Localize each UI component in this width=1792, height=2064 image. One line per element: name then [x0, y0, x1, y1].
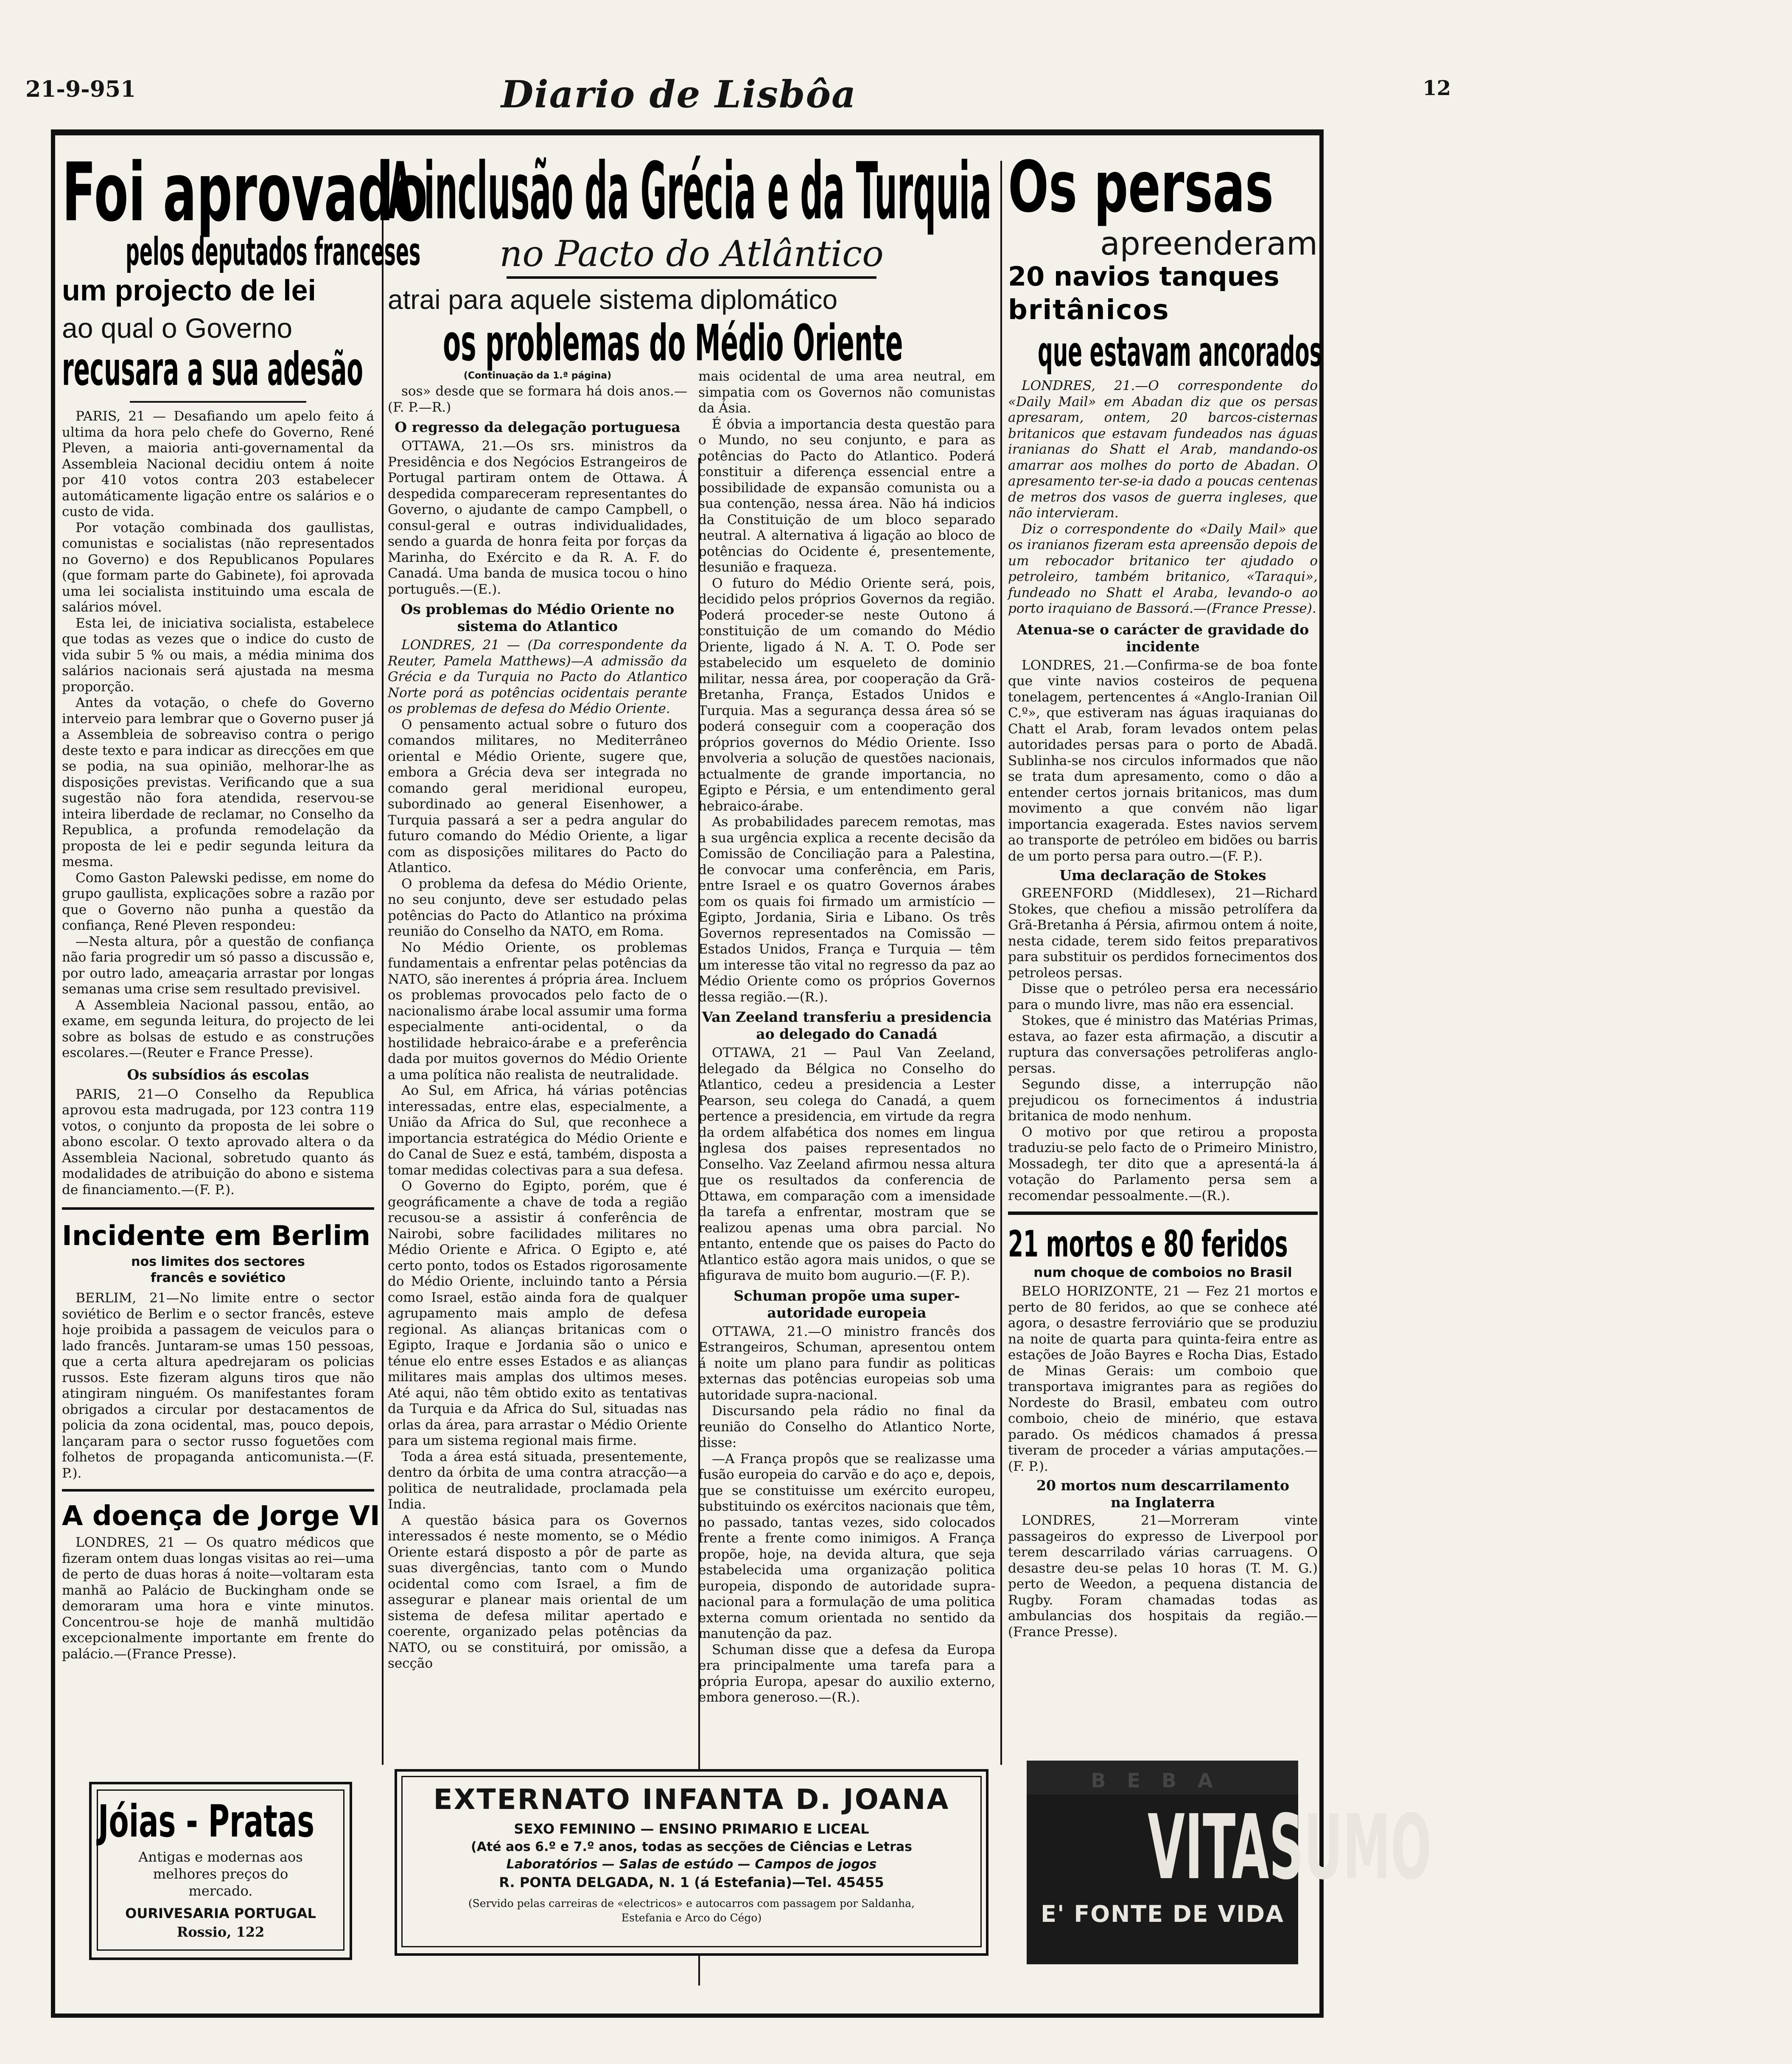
- headline-foi-aprovado: Foi aprovado: [62, 146, 428, 239]
- ad-vitasumo: [1027, 1761, 1432, 1964]
- divider: [507, 276, 876, 279]
- subhead-atrai: atrai para aquele sistema diplomático: [388, 284, 838, 315]
- ad-vitasumo-title: VITASUMO: [1148, 1795, 1432, 1899]
- article-van-zeeland: OTTAWA, 21 — Paul Van Zeeland, delegado da Bélgica no Conselho do Atlantico, cedeu a presidencia a Lester Pearson, seu colega do Canadá, a quem pertence a presidencia, em virtude da regra da ordem alfabética dos nomes em lingua inglesa dos paises representados no Conselho. Vaz Zeeland afirmou nessa altura que os resultados da conferencia de Ottawa, em comparação com a imensidade da tarefa a enfrentar, mostram que se realizou apenas uma obra parcial. No entanto, entende que os paises do Pacto do Atlantico estão agora mais unidos, o que se afigurava de muito bom augurio.—(F. P.).: [698, 1045, 995, 1283]
- subheading-schuman: Schuman propõe uma super-autoridade europeia: [734, 1287, 960, 1321]
- ad-externato-line4: R. PONTA DELGADA, N. 1 (á Estefania)—Tel. 45455: [499, 1874, 884, 1890]
- ad-externato: [395, 1769, 988, 1956]
- subhead-navios: 20 navios tanques: [1008, 261, 1280, 292]
- center-subcolumn-left: [388, 369, 687, 1672]
- ad-externato-line1: SEXO FEMININO — ENSINO PRIMARIO E LICEAL: [514, 1821, 869, 1837]
- subhead-britanicos: britânicos: [1008, 294, 1170, 326]
- ad-joias-line3: Rossio, 122: [176, 1924, 265, 1940]
- article-berlim: BERLIM, 21—No limite entre o sector soviético de Berlim e o sector francês, esteve hoje proibida a passagem de veiculos para o lado francês. Juntaram-se umas 150 pessoas, que a certa altura apedrejaram os policias russos. Este fizeram alguns tiros que não atingiram ninguém. Os manifestantes foram obrigados a circular por destacamentos de policia da zona ocidental, mas, pouco depois, lançaram para o sector russo foguetões com folhetos de propaganda anticomunista.—(F. P.).: [62, 1290, 374, 1481]
- subhead-ancorados: que estavam ancorados: [1038, 328, 1322, 376]
- subheading-inglaterra: 20 mortos num descarrilamento na Inglaterra: [1036, 1477, 1289, 1511]
- page-frame: [51, 129, 1432, 2018]
- article-sos: sos» desde que se formara há dois anos.—(F. P.—R.): [388, 384, 687, 415]
- subheading-stokes: Uma declaração de Stokes: [1059, 867, 1266, 883]
- article-stokes: GREENFORD (Middlesex), 21—Richard Stokes, que chefiou a missão petrolífera da Grã-Bretanha á Pérsia, afirmou ontem á noite, nesta cidade, terem sido feitos preparativos para substituir os perdidos fornecimentos dos petroleos persas. Disse que o petróleo persa era necessário para o mundo livre, mas não era essencial. Stokes, que é ministro das Matérias Primas, estava, ao fazer esta afirmação, a discutir a ruptura das conversações petroliferas anglo-persas. Segundo disse, a interrupção não prejudicou os fornecimentos á industria britanica de modo nenhum. O motivo por que retirou a proposta traduziu-se pelo facto de o Primeiro Ministro, Mossadegh, ter dito que a apresentá-la á votação do Parlamento persa sem a recomendar pessoalmente.—(R.).: [1008, 886, 1318, 1203]
- continuation-note: (Continuação da 1.ª página): [463, 370, 612, 381]
- article-jorge-vi: LONDRES, 21 — Os quatro médicos que fizeram ontem duas longas visitas ao rei—uma de perto de duas horas á noite—voltaram esta manhã ao Palácio de Buckingham onde se demoraram uma hora e vinte minutos. Concentrou-se hoje de manhã multidão excepcionalmente importante em frente do palácio.—(France Presse).: [62, 1535, 374, 1662]
- article-inglaterra: LONDRES, 21—Morreram vinte passageiros do expresso de Liverpool por terem descarrilado várias carruagens. O desastre deu-se pelas 10 horas (T. M. G.) perto de Weedon, a pequena distancia de Rugby. Foram chamadas todas as ambulancias dos hospitais da região.—(France Presse).: [1008, 1513, 1318, 1640]
- ad-vitasumo-sub: E' FONTE DE VIDA: [1041, 1901, 1284, 1927]
- ad-externato-line5: (Servido pelas carreiras de «electricos» e autocarros com passagem por Saldanha, Estefania e Arco do Cégo): [468, 1897, 915, 1924]
- subhead-pacto: no Pacto do Atlântico: [499, 233, 884, 275]
- column-rule: [1000, 161, 1002, 1765]
- ad-joias-line2: OURIVESARIA PORTUGAL: [125, 1905, 316, 1921]
- article-paris: PARIS, 21 — Desafiando um apelo feito á ultima da hora pelo chefe do Governo, René Pleven, a maioria anti-governamental da Assembleia Nacional decidiu ontem á noite por 410 votos contra 203 estabelecer automáticamente ligação entre os salários e o custo de vida. Por votação combinada dos gaullistas, comunistas e socialistas (não representados no Governo) e dos Republicanos Populares (que formam parte do Gabinete), foi aprovada uma lei socialista instituindo uma escala de salários móvel. Esta lei, de iniciativa socialista, estabelece que todas as vezes que o indice do custo de vida subir 5 % ou mais, a média minima dos salários nacionais será ajustada na mesma proporção. Antes da votação, o chefe do Governo interveio para lembrar que o Governo puser já a Assembleia de sobreaviso contra o perigo deste texto e para indicar as direcções em que se podia, na sua opinião, melhorar-lhe as disposições previstas. Verificando que a sua sugestão não fora atendida, reservou-se inteira liberdade de reclamar, no Conselho da Republica, a profunda remodelação da proposta de lei e pedir segunda leitura da mesma. Como Gaston Palewski pedisse, em nome do grupo gaullista, explicações sobre a razão por que o Governo não punha a questão da confiança, René Pleven respondeu: —Nesta altura, pôr a questão de confiança não faria progredir um só passo a discussão e, por outro lado, ameaçaria arrastar por longas semanas uma crise sem resultado previsivel. A Assembleia Nacional passou, então, ao exame, em segunda leitura, do projecto de lei sobre as bolsas de estudo e as construções escolares.—(Reuter e France Presse).: [62, 409, 374, 1060]
- divider: [1008, 1211, 1318, 1215]
- article-problemas: LONDRES, 21 — (Da correspondente da Reuter, Pamela Matthews)—A admissão da Grécia e da Turquia no Pacto do Atlantico Norte porá as potências ocidentais perante os problemas de defesa do Médio Oriente. O pensamento actual sobre o futuro dos comandos militares, no Mediterrâneo oriental e Médio Oriente, sugere que, embora a Grécia deva ser integrada no comando geral meridional europeu, subordinado ao general Eisenhower, a Turquia passará a ser a pedra angular do futuro comando do Médio Oriente, a ligar com as disposições militares do Pacto do Atlantico. O problema da defesa do Médio Oriente, no seu conjunto, deve ser estudado pelas potências do Pacto do Atlantico na próxima reunião do Conselho da NATO, em Roma. No Médio Oriente, os problemas fundamentais a enfrentar pelas potências da NATO, são inerentes á própria área. Incluem os problemas provocados pelo facto de o nacionalismo árabe local assumir uma forma especialmente anti-ocidental, o da hostilidade hebraico-árabe e a preferência dada por muitos governos do Médio Oriente a uma política não realista de neutralidade. Ao Sul, em Africa, há várias potências interessadas, entre elas, especialmente, a União da Africa do Sul, que reconhece a importancia estratégica do Médio Oriente e do Canal de Suez e está, também, disposta a tomar medidas colectivas para a sua defesa. O Governo do Egipto, porém, que é geográficamente a chave de toda a região recusou-se a assistir á conferência de Nairobi, sobre facilidades militares no Médio Oriente e Africa. O Egipto e, até certo ponto, todos os Estados rigorosamente do Médio Oriente, incluindo tanto a Pérsia como Israel, estão ainda fora de qualquer agrupamento mais amplo de defesa regional. As alianças britanicas com o Egipto, Iraque e Jordania são o unico e ténue elo entre esses Estados e as alianças militares mais amplas dos ultimos meses. Até aqui, não têm obtido exito as tentativas da Turquia e da Africa do Sul, situadas nas orlas da área, para arrastar o Médio Oriente para um sistema regional mais firme. Toda a área está situada, presentemente, dentro da órbita de uma contra atracção—a politica de neutralidade, proclamada pela India. A questão básica para os Governos interessados é neste momento, se o Médio Oriente estará disposto a pôr de parte as suas divergências, tanto com o Mundo ocidental como com Israel, a fim de assegurar e planear mais oriental de um sistema de defesa militar apertado e coerente, organizado pelas potências da NATO, ou se constituirá, por omissão, a secção: [388, 637, 687, 1671]
- article-atenua: LONDRES, 21.—Confirma-se de boa fonte que vinte navios costeiros de pequena tonelagem, pertencentes á «Anglo-Iranian Oil C.º», que estiveram nas águas iraquianas do Chatt el Arab, foram levados ontem pelas autoridades persas para o porto de Abadã. Sublinha-se nos circulos informados que não se trata dum apresamento, como o dão a entender certos jornais britanicos, mas dum movimento a que convém não ligar importancia exagerada. Estes navios servem ao transporte de petróleo em bidões ou barris de um porto persa para outro.—(F. P.).: [1008, 657, 1318, 864]
- divider: [62, 1207, 374, 1210]
- divider: [130, 401, 306, 403]
- column-rule: [382, 161, 384, 1765]
- headline-berlim: Incidente em Berlim: [62, 1220, 370, 1252]
- subhead-recusara: recusara a sua adesão: [62, 343, 363, 396]
- column-center: [385, 135, 998, 2014]
- article-regresso: OTTAWA, 21.—Os srs. ministros da Presidência e dos Negócios Estrangeiros de Portugal partiram ontem de Ottawa. Á despedida compareceram representantes do Governo, o ajudante de campo Campbell, o consul-geral e outras individualidades, sendo a guarda de honra feita por forças da Marinha, do Exército e da R. A. F. do Canadá. Uma banda de musica tocou o hino português.—(E.).: [388, 438, 687, 597]
- article-persas: LONDRES, 21.—O correspondente do «Daily Mail» em Abadan diz que os persas apresaram, ontem, 20 barcos-cisternas britanicos que estavam fundeados nas águas iranianas do Shatt el Arab, mandando-os amarrar aos molhes do porto de Abadan. O apresamento ter-se-ia dado a poucas centenas de metros dos vasos de guerra ingleses, que não intervieram. Diz o correspondente do «Daily Mail» que os iranianos fizeram esta apreensão depois de um rebocador britanico ter ajudado o petroleiro, também britanico, «Taraqui», fundeado no Shatt el Araba, levando-o ao porto iraquiano de Bassorá.—(France Presse).: [1008, 378, 1318, 616]
- column-left: [58, 135, 428, 2014]
- ad-joias-title: Jóias - Pratas: [98, 1795, 315, 1847]
- subhead-governo: ao qual o Governo: [62, 312, 293, 344]
- ad-joias-pratas: [89, 1782, 352, 1960]
- headline-jorge-vi: A doença de Jorge VI: [62, 1500, 380, 1532]
- subhead-deputados: pelos deputados franceses: [126, 230, 421, 274]
- headline-mortos: 21 mortos e 80 feridos: [1008, 1223, 1288, 1265]
- ad-externato-title: EXTERNATO INFANTA D. JOANA: [433, 1783, 950, 1816]
- subheading-problemas: Os problemas do Médio Oriente no sistema do Atlantico: [400, 601, 675, 634]
- subheading-van-zeeland: Van Zeeland transferiu a presidencia ao delegado do Canadá: [702, 1009, 992, 1042]
- subheading-regresso: O regresso da delegação portuguesa: [395, 419, 680, 435]
- subhead-apreenderam: apreenderam: [1100, 224, 1318, 262]
- column-right: [1004, 135, 1432, 2014]
- masthead-title: Diario de Lisbôa: [501, 72, 857, 116]
- subhead-projecto: um projecto de lei: [62, 274, 316, 307]
- divider: [62, 1489, 374, 1492]
- ad-externato-line3: Laboratórios — Salas de estúdo — Campos de jogos: [506, 1857, 877, 1872]
- subheading-berlim: nos limites dos sectores francês e soviético: [131, 1254, 305, 1285]
- headline-persas: Os persas: [1008, 146, 1274, 228]
- article-brasil: BELO HORIZONTE, 21 — Fez 21 mortos e perto de 80 feridos, ao que se conhece até agora, o desastre ferroviário que se produziu na noite de quarta para quinta-feira entre as estações de João Bayres e Rocha Dias, Estado de Minas Gerais: um comboio que transportava imigrantes para as regiões do Nordeste do Brasil, embateu com outro comboio, cheio de minério, que estava parado. Os médicos chamados á pressa tiveram de proceder a várias amputações.—(F. P.).: [1008, 1284, 1318, 1474]
- ad-joias-line1: Antigas e modernas aos melhores preços do mercado.: [138, 1849, 303, 1899]
- page-number: 12: [1422, 76, 1451, 100]
- article-schuman: OTTAWA, 21.—O ministro francês dos Estrangeiros, Schuman, apresentou ontem á noite um plano para fundir as politicas externas das potências europeias sob uma autoridade supra-nacional. Discursando pela rádio no final da reunião do Conselho do Atlantico Norte, disse: —A França propôs que se realizasse uma fusão europeia do carvão e do aço e, depois, que se constituisse um exército europeu, substituindo os exércitos nacionais que têm, no passado, tantas vezes, sido colocados frente a frente como inimigos. A França propõe, hoje, na devida altura, que seja estabelecida uma organização politica europeia, dispondo de autoridade supra-nacional para a formulação de uma politica externa comum orientada no sentido da manutenção da paz. Schuman disse que a defesa da Europa era principalmente uma tarefa para a própria Europa, apesar do auxilio externo, embora generoso.—(R.).: [698, 1324, 995, 1705]
- headline-inclusao: A inclusão da Grécia e da Turquia: [388, 146, 992, 237]
- ad-vitasumo-top: BEBA: [1027, 1761, 1298, 1795]
- ad-externato-line2: (Até aos 6.º e 7.º anos, todas as secções de Ciências e Letras: [470, 1840, 913, 1854]
- subheading-atenua: Atenua-se o carácter de gravidade do incidente: [1016, 621, 1309, 655]
- article-continuacao: mais ocidental de uma area neutral, em simpatia com os Governos não comunistas da Ásia. É óbvia a importancia desta questão para o Mundo, no seu conjunto, e para as potências do Pacto do Atlantico. Poderá constituir a diferença essencial entre a possibilidade de expansão comunista ou a sua contenção, nessa área. Não há indicios da Constituição de um bloco separado neutral. A alternativa á ligação ao bloco de potências do Ocidente é, presentemente, desunião e fraqueza. O futuro do Médio Oriente será, pois, decidido pelos próprios Governos da região. Poderá proceder-se neste Outono á constituição de um comando do Médio Oriente, ligado á N. A. T. O. Pode ser estabelecido um esqueleto de dominio militar, nessa área, por cooperação da Grã-Bretanha, França, Estados Unidos e Turquia. Mas a segurança dessa área só se poderá conseguir com a cooperação dos próprios governos do Médio Oriente. Isso envolveria a solução de questões nacionais, actualmente de grande importancia, no Egipto e Pérsia, e um entendimento geral hebraico-árabe. As probabilidades parecem remotas, mas a sua urgência explica a recente decisão da Comissão de Conciliação para a Palestina, de convocar uma conferência, em Paris, entre Israel e os quatro Governos árabes com os quais foi firmado um armistício — Egipto, Jordania, Siria e Libano. Os três Governos representados na Comissão — Estados Unidos, França e Turquia — têm um interesse tão vital no regresso da paz ao Médio Oriente como os próprios Governos dessa região.—(R.).: [698, 369, 995, 1005]
- issue-date: 21-9-951: [25, 76, 136, 102]
- subhead-medio-oriente: os problemas do Médio Oriente: [443, 314, 903, 372]
- subheading-brasil: num choque de comboios no Brasil: [1033, 1265, 1292, 1280]
- subheading-subsidios: Os subsídios ás escolas: [127, 1066, 309, 1083]
- article-subsidios: PARIS, 21—O Conselho da Republica aprovou esta madrugada, por 123 contra 119 votos, o conjunto da proposta de lei sobre o abono escolar. O texto aprovado altera o da Assembleia Nacional, sobretudo quanto ás modalidades de atribuição do abono e sistema de financiamento.—(F. P.).: [62, 1086, 374, 1197]
- center-subcolumn-right: [698, 369, 995, 1706]
